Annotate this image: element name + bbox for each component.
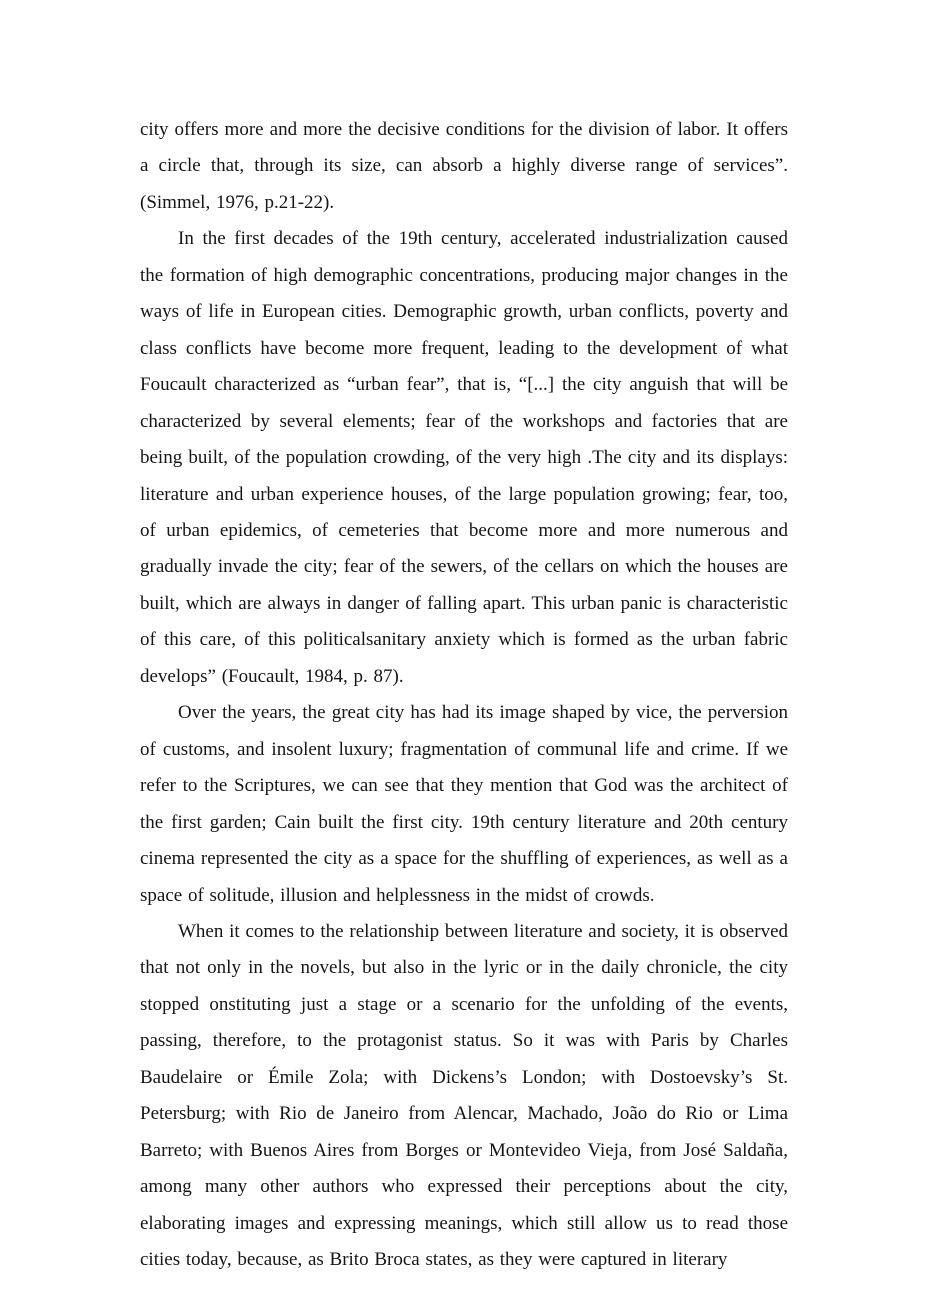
paragraph-continuation-simmel-quote: city offers more and more the decisive conditions for the division of labor. It offers a circle that, through its size, can absorb a highly diverse range of services”. (Simmel, 1976, p.21-22).	[140, 119, 788, 213]
paragraph-literature-and-society: When it comes to the relationship between literature and society, it is observed that not only in the novels, but also in the lyric or in the daily chronicle, the city stopped onstituting just a stage or a scenario for the unfolding of the events, passing, therefore, to the protagonist status. So it was with Paris by Charles Baudelaire or Émile Zola; with Dickens’s London; with Dostoevsky’s St. Petersburg; with Rio de Janeiro from Alencar, Machado, João do Rio or Lima Barreto; with Buenos Aires from Borges or Montevideo Vieja, from José Saldaña, among many other authors who expressed their perceptions about the city, elaborating images and expressing meanings, which still allow us to read those cities today, because, as Brito Broca states, as they were captured in literary	[140, 920, 788, 1271]
paragraph-city-image-vice: Over the years, the great city has had its image shaped by vice, the perversion of customs, and insolent luxury; fragmentation of communal life and crime. If we refer to the Scriptures, we can see that they mention that God was the architect of the first garden; Cain built the first city. 19th century literature and 20th century cinema represented the city as a space for the shuffling of experiences, as well as a space of solitude, illusion and helplessness in the midst of crowds.	[140, 702, 788, 906]
paragraph-19th-century-industrialization: In the first decades of the 19th century, accelerated industrialization caused the formation of high demographic concentrations, producing major changes in the ways of life in European cities. Demographic growth, urban conflicts, poverty and class conflicts have become more frequent, leading to the development of what Foucault characterized as “urban fear”, that is, “[...] the city anguish that will be characterized by several elements; fear of the workshops and factories that are being built, of the population crowding, of the very high .The city and its displays: literature and urban experience houses, of the large population growing; fear, too, of urban epidemics, of cemeteries that become more and more numerous and gradually invade the city; fear of the sewers, of the cellars on which the houses are built, which are always in danger of falling apart. This urban panic is characteristic of this care, of this politicalsanitary anxiety which is formed as the urban fabric develops” (Foucault, 1984, p. 87).	[140, 228, 788, 687]
